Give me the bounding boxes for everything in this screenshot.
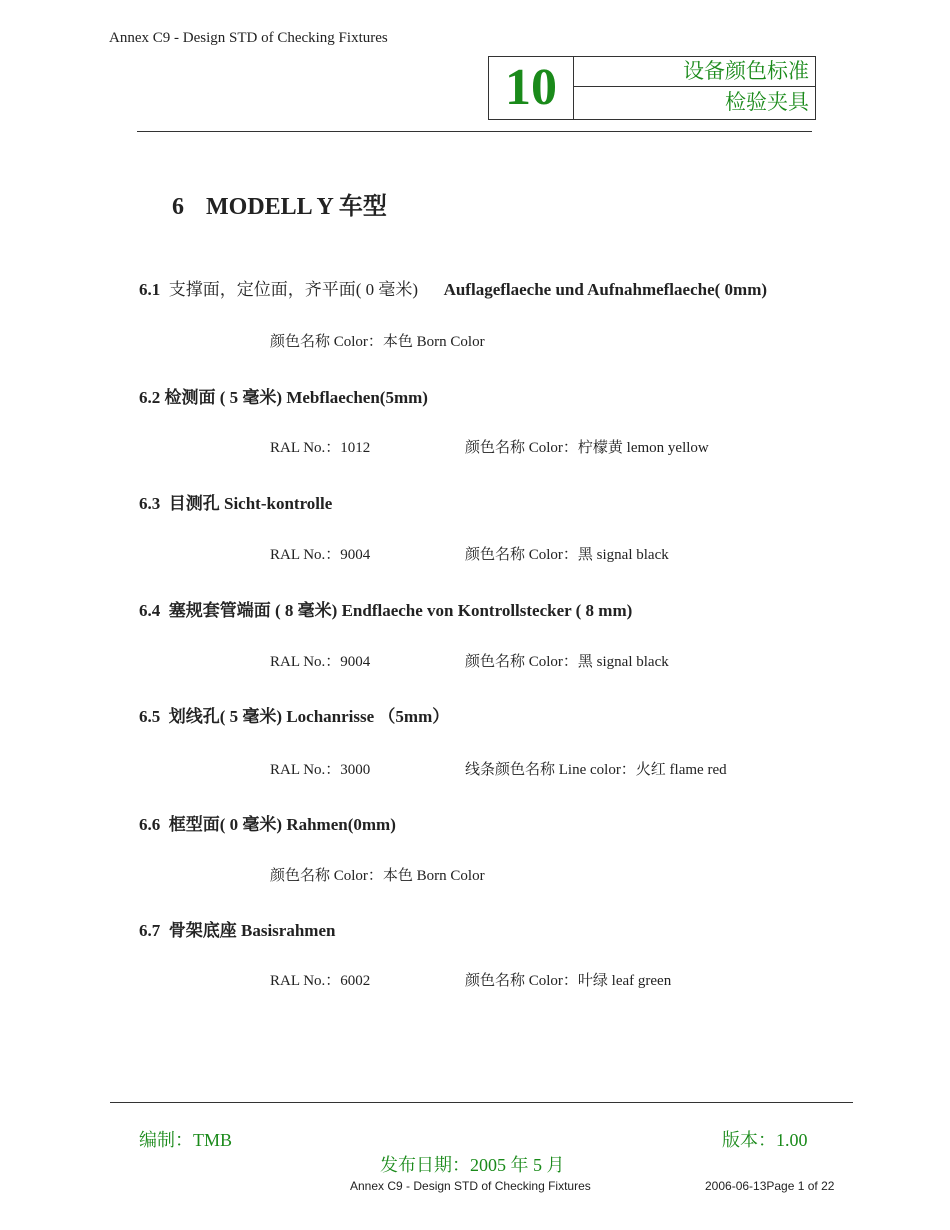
header-box-line1: 设备颜色标准 [573, 57, 815, 87]
subsection-number: 6.2 [139, 388, 161, 407]
subsection-number: 6.6 [139, 815, 161, 834]
color-info-6-4: 颜色名称 Color：黑 signal black [465, 654, 669, 670]
header-divider [137, 131, 812, 132]
subsection-number: 6.5 [139, 707, 161, 726]
color-info-6-2: 颜色名称 Color：柠檬黄 lemon yellow [465, 440, 709, 456]
subsection-number: 6.1 [139, 280, 161, 299]
header-annex-title: Annex C9 - Design STD of Checking Fixtures [109, 30, 388, 46]
color-info-6-7: 颜色名称 Color：叶绿 leaf green [465, 973, 672, 989]
color-info-6-6: 颜色名称 Color：本色 Born Color [270, 868, 485, 884]
section-title-text: MODELL Y 车型 [206, 194, 387, 220]
header-title-box [488, 56, 816, 120]
subsection-title: 骨架底座 Basisrahmen [168, 921, 336, 940]
subsection-title: 划线孔( 5 毫米) Lochanrisse （5mm） [168, 707, 450, 726]
footer-author: 编制：TMB [139, 1130, 233, 1150]
header-box-number: 10 [489, 57, 574, 119]
ral-number-6-5: RAL No.：3000 [270, 762, 371, 778]
subsection-heading-6-4 [139, 596, 632, 621]
subsection-title: 目测孔 Sicht-kontrolle [168, 494, 333, 513]
color-info-6-3: 颜色名称 Color：黑 signal black [465, 547, 669, 563]
subsection-heading-6-2 [139, 383, 428, 408]
subsection-heading-6-6 [139, 810, 396, 835]
footer-divider [110, 1102, 853, 1103]
subsection-number: 6.4 [139, 601, 161, 620]
footer-release-date: 发布日期：2005 年 5 月 [380, 1155, 565, 1175]
ral-number-6-7: RAL No.：6002 [270, 973, 371, 989]
color-info-6-5: 线条颜色名称 Line color：火红 flame red [465, 762, 727, 778]
ral-number-6-3: RAL No.：9004 [270, 547, 371, 563]
subsection-title: 塞规套管端面 ( 8 毫米) Endflaeche von Kontrollstecker ( 8 mm) [168, 601, 633, 620]
ral-number-6-4: RAL No.：9004 [270, 654, 371, 670]
subsection-heading-6-7 [139, 916, 335, 941]
subsection-heading-6-5 [139, 702, 449, 727]
subsection-heading-6-3 [139, 489, 332, 514]
subsection-title: 支撑面，定位面，齐平面( 0 毫米) [168, 280, 419, 299]
subsection-number: 6.7 [139, 921, 161, 940]
ral-number-6-2: RAL No.：1012 [270, 440, 371, 456]
subsection-number: 6.3 [139, 494, 161, 513]
subsection-title-de: Auflageflaeche und Aufnahmeflaeche( 0mm) [443, 280, 768, 299]
footer-version: 版本：1.00 [722, 1130, 808, 1150]
subsection-title: 检测面 ( 5 毫米) Mebflaechen(5mm) [164, 388, 428, 407]
footer-annex-title: Annex C9 - Design STD of Checking Fixtures [350, 1179, 591, 1193]
footer-page-number: 2006-06-13Page 1 of 22 [705, 1179, 835, 1193]
section-number: 6 [172, 194, 184, 220]
subsection-heading-6-1 [139, 275, 767, 300]
subsection-title: 框型面( 0 毫米) Rahmen(0mm) [168, 815, 396, 834]
header-box-line2: 检验夹具 [725, 90, 809, 114]
section-title [172, 186, 387, 221]
color-info-6-1: 颜色名称 Color：本色 Born Color [270, 334, 485, 350]
